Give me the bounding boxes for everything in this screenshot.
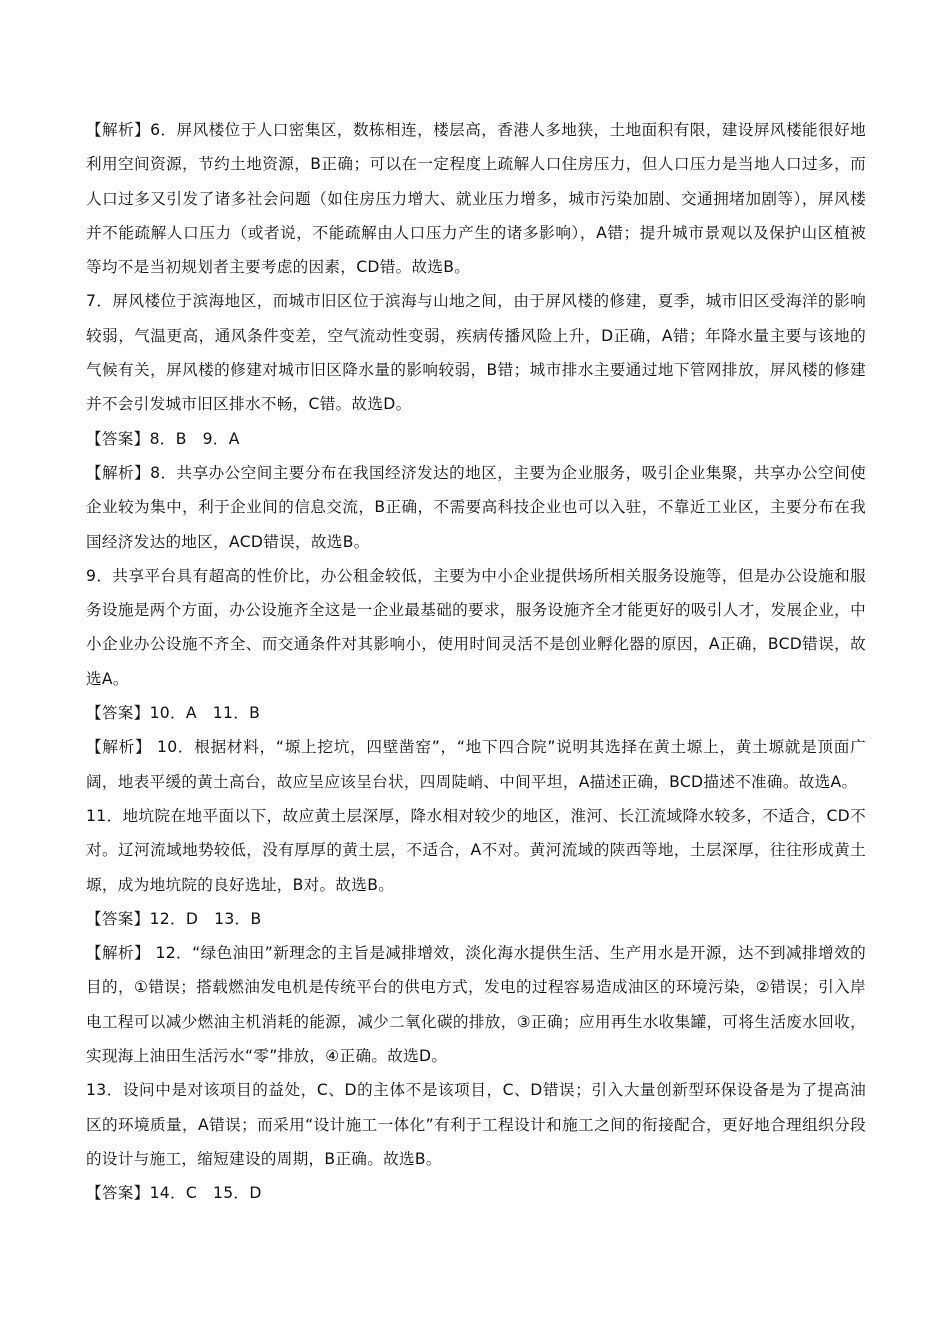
answer-12-13: 【答案】12．D 13．B <box>86 909 262 928</box>
analysis-9: 9．共享平台具有超高的性价比，办公租金较低，主要为中小企业提供场所相关服务设施等，但是办公设施和服务设施是两个方面，办公设施齐全这是一企业最基础的要求，服务设施齐全才能更好的吸引人才，发展企业，中小企业办公设施不齐全、而交通条件对其影响小，使用时间灵活不是创业孵化器的原因，A正确，BCD错误，故选A。 <box>86 566 866 688</box>
answer-10-11: 【答案】10．A 11．B <box>86 704 261 723</box>
answer-14-15: 【答案】14．C 15．D <box>86 1184 262 1203</box>
analysis-13: 13．设问中是对该项目的益处，C、D的主体不是该项目，C、D错误；引入大量创新型环保设备是为了提高油区的环境质量，A错误；而采用“设计施工一体化”有利于工程设计和施工之间的衔接配合，更好地合理组织分段的设计与施工，缩短建设的周期，B正确。故选B。 <box>86 1081 866 1168</box>
analysis-6: 【解析】6．屏风楼位于人口密集区，数栋相连，楼层高，香港人多地狭，土地面积有限，建设屏风楼能很好地利用空间资源，节约土地资源，B正确；可以在一定程度上疏解人口住房压力，但人口压力是当地人口过多，而人口过多又引发了诸多社会问题（如住房压力增大、就业压力增多，城市污染加剧、交通拥堵加剧等），屏风楼并不能疏解人口压力（或者说，不能疏解由人口压力产生的诸多影响），A错；提升城市景观以及保护山区植被等均不是当初规划者主要考虑的因素，CD错。故选B。 <box>86 121 866 277</box>
analysis-11: 11．地坑院在地平面以下，故应黄土层深厚，降水相对较少的地区，淮河、长江流域降水较多，不适合，CD不对。辽河流域地势较低，没有厚厚的黄土层，不适合，A不对。黄河流域的陕西等地，土层深厚，往往形成黄土塬，成为地坑院的良好选址，B对。故选B。 <box>86 806 866 894</box>
answer-8-9: 【答案】8．B 9．A <box>86 429 240 448</box>
analysis-8: 【解析】8．共享办公空间主要分布在我国经济发达的地区，主要为企业服务，吸引企业集聚，共享办公空间使企业较为集中，利于企业间的信息交流，B正确，不需要高科技企业也可以入驻，不靠近工业区，主要分布在我国经济发达的地区，ACD错误，故选B。 <box>86 463 866 551</box>
analysis-10: 【解析】 10．根据材料，“塬上挖坑，四壁凿窑”，“地下四合院”说明其选择在黄土塬上，黄土塬就是顶面广阔，地表平缓的黄土高台，故应呈应该呈台状，四周陡峭、中间平坦，A描述正确，BCD描述不准确。故选A。 <box>86 738 866 791</box>
analysis-7: 7．屏风楼位于滨海地区，而城市旧区位于滨海与山地之间，由于屏风楼的修建，夏季，城市旧区受海洋的影响较弱，气温更高，通风条件变差，空气流动性变弱，疾病传播风险上升，D正确，A错；年降水量主要与该地的气候有关，屏风楼的修建对城市旧区降水量的影响较弱，B错；城市排水主要通过地下管网排放，屏风楼的修建并不会引发城市旧区排水不畅，C错。故选D。 <box>86 292 866 414</box>
document-page <box>86 113 866 1211</box>
analysis-12: 【解析】 12．“绿色油田”新理念的主旨是减排增效，淡化海水提供生活、生产用水是开源，达不到减排增效的目的，①错误；搭载燃油发电机是传统平台的供电方式，发电的过程容易造成油区的环境污染，②错误；引入岸电工程可以减少燃油主机消耗的能源，减少二氧化碳的排放，③正确；应用再生水收集罐，可将生活废水回收，实现海上油田生活污水“零”排放，④正确。故选D。 <box>86 944 866 1066</box>
